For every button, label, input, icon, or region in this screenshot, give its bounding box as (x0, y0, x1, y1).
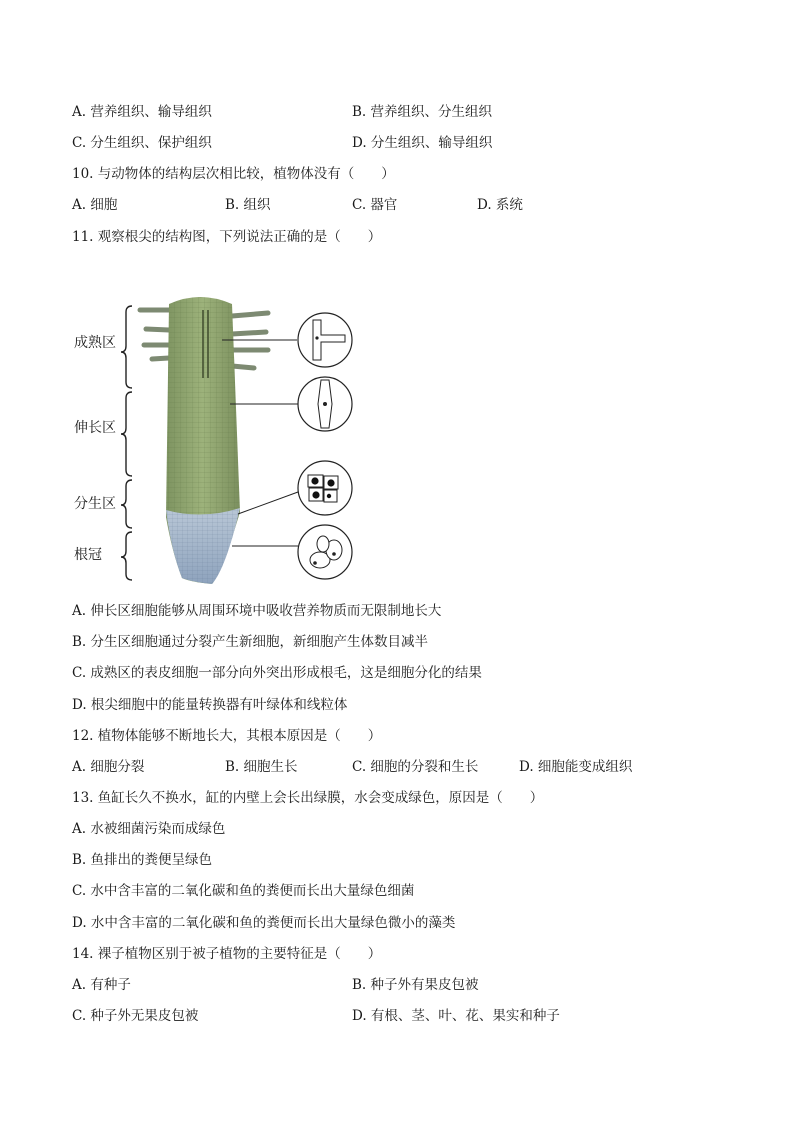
label-meristem-zone: 分生区 (74, 496, 116, 512)
root-hair-cell-inset (298, 313, 352, 367)
q14-options-row-1 (72, 975, 732, 995)
q9-option-b[interactable]: B. 营养组织、分生组织 (352, 104, 493, 120)
q14-option-a[interactable]: A. 有种子 (72, 977, 131, 993)
q9-options-row-1 (72, 102, 732, 122)
q9-options-row-2 (72, 133, 732, 153)
q12-option-c[interactable]: C. 细胞的分裂和生长 (352, 759, 479, 775)
q13-option-c[interactable]: C. 水中含丰富的二氧化碳和鱼的粪便而长出大量绿色细菌 (72, 883, 415, 899)
q11-stem: 11. 观察根尖的结构图，下列说法正确的是（ ） (72, 229, 382, 245)
root-tip-figure (72, 282, 372, 592)
q11-option-d[interactable]: D. 根尖细胞中的能量转换器有叶绿体和线粒体 (72, 697, 348, 713)
q10-options (72, 195, 732, 215)
q12-option-a[interactable]: A. 细胞分裂 (72, 759, 145, 775)
q14-options-row-2 (72, 1006, 732, 1026)
q12-option-d[interactable]: D. 细胞能变成组织 (519, 759, 633, 775)
q10-option-c[interactable]: C. 器官 (352, 197, 398, 213)
label-elongation-zone: 伸长区 (74, 420, 116, 436)
q14-option-d[interactable]: D. 有根、茎、叶、花、果实和种子 (352, 1008, 560, 1024)
q10-stem: 10. 与动物体的结构层次相比较，植物体没有（ ） (72, 166, 395, 182)
q9-option-c[interactable]: C. 分生组织、保护组织 (72, 135, 212, 151)
q12-option-b[interactable]: B. 细胞生长 (225, 759, 298, 775)
q12-stem: 12. 植物体能够不断地长大，其根本原因是（ ） (72, 728, 382, 744)
label-maturation-zone: 成熟区 (74, 335, 116, 351)
q12-options (72, 757, 732, 777)
q13-option-a[interactable]: A. 水被细菌污染而成绿色 (72, 821, 226, 837)
zone-braces (121, 306, 132, 580)
q14-stem: 14. 裸子植物区别于被子植物的主要特征是（ ） (72, 946, 382, 962)
q11-option-a[interactable]: A. 伸长区细胞能够从周围环境中吸收营养物质而无限制地长大 (72, 603, 442, 619)
label-root-cap: 根冠 (74, 547, 102, 563)
q14-option-c[interactable]: C. 种子外无果皮包被 (72, 1008, 199, 1024)
q13-option-b[interactable]: B. 鱼排出的粪便呈绿色 (72, 852, 213, 868)
q9-option-a[interactable]: A. 营养组织、输导组织 (72, 104, 212, 120)
root-tip-diagram (72, 282, 372, 592)
q10-option-b[interactable]: B. 组织 (225, 197, 271, 213)
q10-option-d[interactable]: D. 系统 (477, 197, 523, 213)
root-cap-cells-inset (298, 525, 352, 579)
q11-option-c[interactable]: C. 成熟区的表皮细胞一部分向外突出形成根毛，这是细胞分化的结果 (72, 665, 482, 681)
q14-option-b[interactable]: B. 种子外有果皮包被 (352, 977, 479, 993)
q13-option-d[interactable]: D. 水中含丰富的二氧化碳和鱼的粪便而长出大量绿色微小的藻类 (72, 915, 456, 931)
elongated-cell-inset (298, 377, 352, 431)
meristem-cells-inset (298, 461, 352, 515)
q13-stem: 13. 鱼缸长久不换水，缸的内壁上会长出绿膜，水会变成绿色，原因是（ ） (72, 790, 544, 806)
q11-option-b[interactable]: B. 分生区细胞通过分裂产生新细胞，新细胞产生体数目减半 (72, 634, 429, 650)
q10-option-a[interactable]: A. 细胞 (72, 197, 118, 213)
q9-option-d[interactable]: D. 分生组织、输导组织 (352, 135, 493, 151)
